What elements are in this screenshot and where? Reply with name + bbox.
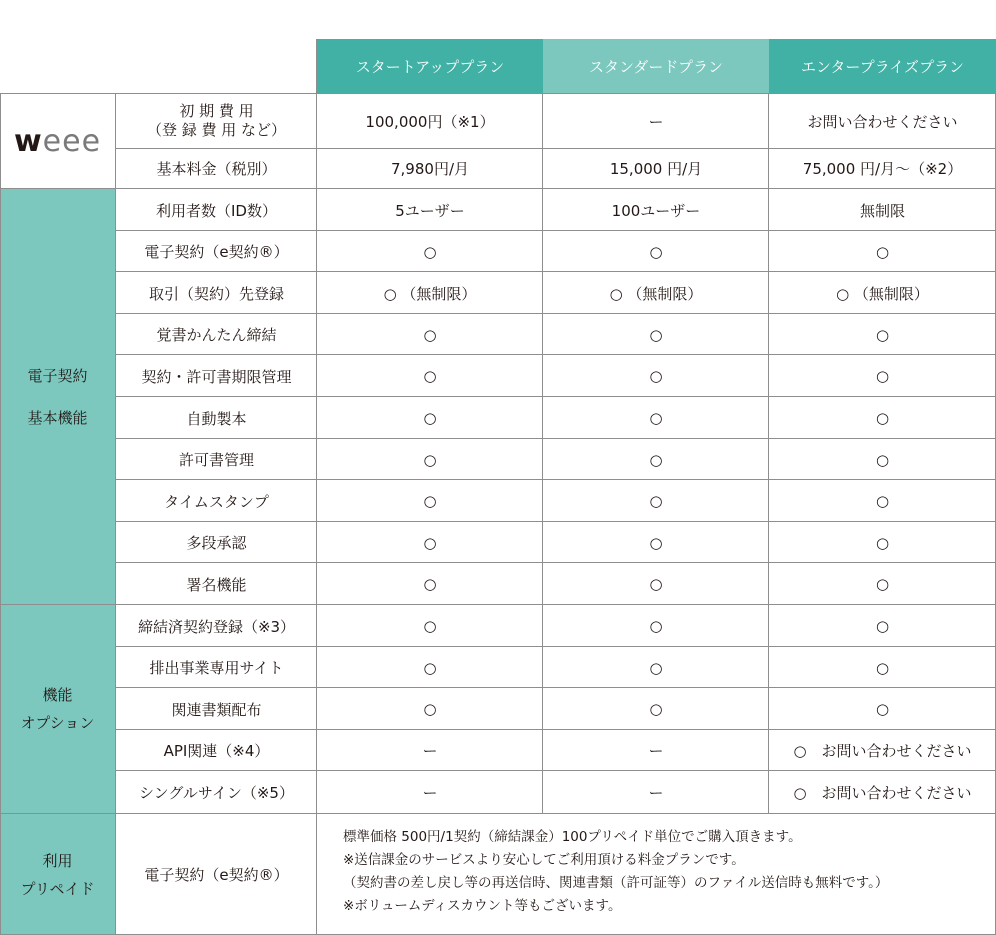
pricing-value: 15,000 円/月 [609,160,703,178]
prepaid-line: 標準価格 500円/1契約（締結課金）100プリペイド単位でご購入頂きます。 [343,829,802,845]
pricing-value: お問い合わせください [807,112,958,131]
plan-availability: ○ [875,367,890,385]
plan-availability: ○ [649,617,663,635]
plan-header-enterprise [769,39,996,94]
plan-availability: ○ [875,575,890,593]
row-label-line: 初 期 費 用 [179,102,254,120]
plan-availability: ○ [423,325,437,344]
plan-availability: ○ [649,575,663,593]
plan-availability: ○ [423,242,437,261]
grid-line [116,687,996,688]
prepaid-line: ※ボリュームディスカウント等もございます。 [343,898,622,914]
plan-availability: ○ お問い合わせください [793,783,972,802]
grid-line [116,646,996,647]
plan-availability: ○ [423,409,437,427]
plan-availability: ー [648,742,664,760]
plan-availability: ○ （無制限） [609,284,703,303]
prepaid-row-label: 電子契約（e契約®） [144,866,289,884]
grid-line [116,271,996,272]
grid-line [116,438,996,439]
plan-header-standard [543,39,769,94]
grid-line [116,148,996,149]
logo-suffix: eee [42,123,102,159]
pricing-row-label-initial-fee [116,94,317,148]
logo-prefix: w [13,123,43,159]
grid-line [116,770,996,771]
plan-availability: ○ [649,700,663,718]
plan-availability: ○ [649,658,663,677]
plan-availability: ○ [649,409,663,427]
option-row-label: シングルサイン（※5） [139,783,294,802]
option-row-label: 関連書類配布 [171,700,262,719]
feature-row-label: 自動製本 [186,409,247,428]
plan-availability: ○ [423,533,437,552]
plan-availability: ○ [649,533,663,552]
category-label-line: プリペイド [20,879,95,898]
plan-header-startup [317,39,543,94]
grid-line [116,230,996,231]
feature-row-label: タイムスタンプ [164,492,269,511]
category-label-line: オプション [20,714,95,732]
category-label-line: 電子契約 [27,367,88,385]
grid-line [116,521,996,522]
weee-logo [0,94,115,188]
category-label-line: 機能 [42,686,73,704]
grid-line [116,313,996,314]
grid-line [0,93,1,935]
feature-row-label: 取引（契約）先登録 [148,284,284,303]
plan-availability: ○ [875,700,890,718]
grid-line [116,729,996,730]
prepaid-line: （契約書の差し戻し等の再送信時、関連書類（許可証等）のファイル送信時も無料です。） [343,875,889,891]
plan-availability: ○ [875,409,890,427]
pricing-value: 7,980円/月 [391,160,469,178]
pricing-row-label-basic-fee: 基本料金（税別） [156,160,277,178]
pricing-value: 100,000円（※1） [365,112,495,131]
feature-row-label: 多段承認 [186,534,247,552]
plan-availability: ○ [649,450,663,469]
row-label-line: （登 録 費 用 など） [146,121,287,139]
grid-line [116,562,996,563]
plan-availability: ○ [649,242,663,261]
category-prepaid [0,814,115,935]
plan-availability: 無制限 [859,201,905,220]
plan-availability: ○ [423,367,437,385]
plan-availability: ○ [875,325,890,344]
plan-availability: ー [648,783,664,802]
plan-availability: ○ [423,617,437,635]
grid-line [116,479,996,480]
plan-availability: ○ [423,492,437,510]
pricing-value: 75,000 円/月〜（※2） [802,160,963,178]
plan-availability: ○ [649,367,663,385]
prepaid-description [317,814,996,934]
plan-availability: ○ （無制限） [836,284,929,303]
plan-availability: ○ [423,700,437,718]
category-label-line: 基本機能 [27,409,88,427]
category-label-line: 利用 [42,851,73,870]
category-options [0,605,115,813]
plan-availability: 5ユーザー [395,201,465,220]
plan-availability: ー [422,783,438,802]
feature-row-label: 利用者数（ID数） [156,201,277,220]
pricing-value: ー [648,112,664,131]
option-row-label: API関連（※4） [163,742,270,760]
plan-availability: ○ [649,492,663,510]
plan-availability: ○ [649,325,663,344]
option-row-label: 排出事業専用サイト [149,659,284,677]
plan-name: エンタープライズプラン [800,58,965,76]
feature-row-label: 許可書管理 [178,451,254,469]
option-row-label: 締結済契約登録（※3） [137,617,296,636]
grid-line [0,93,996,94]
feature-row-label: 署名機能 [186,575,247,594]
plan-name: スタートアッププラン [355,58,505,76]
plan-availability: ○ [875,533,890,552]
plan-availability: ○ [875,242,890,261]
plan-availability: ○ [423,658,437,677]
feature-row-label: 覚書かんたん締結 [156,326,277,344]
plan-availability: ○ [423,575,437,593]
plan-availability: 100ユーザー [611,201,701,220]
plan-availability: ー [422,742,438,760]
plan-availability: ○ [875,617,890,635]
plan-availability: ○ [875,658,890,677]
plan-availability: ○ （無制限） [383,284,477,303]
plan-availability: ○ お問い合わせください [793,742,972,760]
plan-availability: ○ [423,450,437,469]
feature-row-label: 電子契約（e契約®） [144,243,289,261]
plan-availability: ○ [875,492,890,510]
plan-availability: ○ [875,450,890,469]
grid-line [0,813,996,814]
grid-line [116,354,996,355]
prepaid-line: ※送信課金のサービスより安心してご利用頂ける料金プランです。 [343,852,745,868]
category-basic-features [0,189,115,605]
feature-row-label: 契約・許可書期限管理 [141,367,292,386]
plan-name: スタンダードプラン [589,58,723,76]
grid-line [116,396,996,397]
